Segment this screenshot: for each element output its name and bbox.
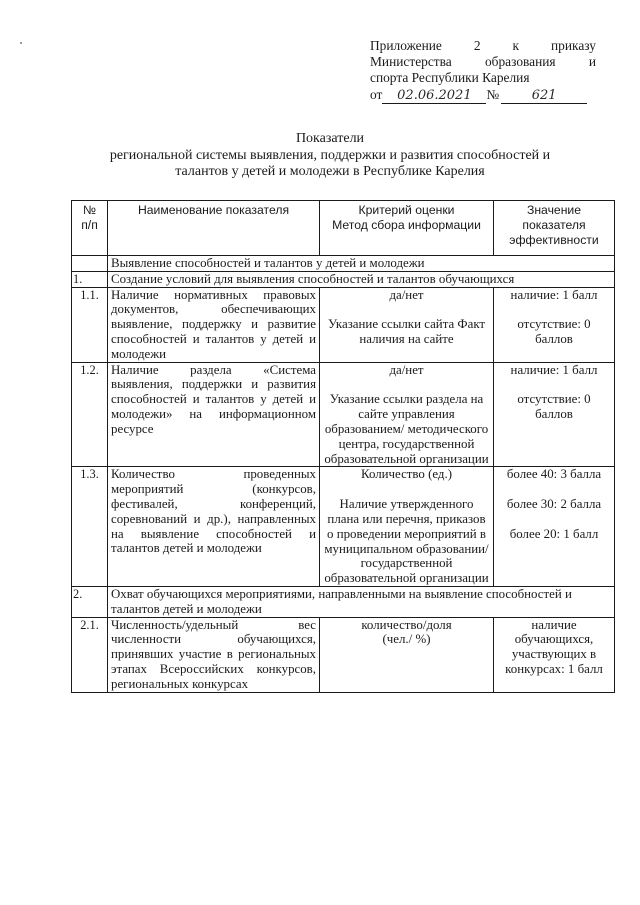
section-empty-cell [72,256,108,272]
group-1-title: Создание условий для выявления способностей и талантов обучающихся [108,271,615,287]
appendix-header [370,38,596,104]
header-indicator-name: Наименование показателя [108,201,320,256]
row-criterion: да/нет Указание ссылки раздела на сайте управления образованием/ методического центра, государственной образовательной организации [320,362,494,467]
row-number: 1.3. [72,467,108,587]
row-criterion: Количество (ед.) Наличие утвержденного плана или перечня, приказов о проведении мероприятий в муниципальном образовании/ государственной образовательной организации [320,467,494,587]
header-value: Значение показателя эффективности [494,201,615,256]
section-title: Выявление способностей и талантов у детей и молодежи [108,256,615,272]
row-criterion: да/нет Указание ссылки сайта Факт наличия на сайте [320,287,494,362]
order-date-number-line [370,87,596,104]
appendix-line-3: спорта Республики Карелия [370,70,530,86]
handwritten-date: 02.06.2021 [382,89,486,104]
row-value: наличие обучающихся, участвующих в конкурсах: 1 балл [494,617,615,692]
row-indicator-name: Наличие нормативных правовых документов, обеспечивающих выявление, поддержку и развитие способностей и талантов у детей и молодежи [108,287,320,362]
group-2-row [72,586,615,617]
table-row [72,362,615,467]
title-line-2: региональной системы выявления, поддержки и развития способностей и [109,147,551,163]
group-2-title: Охват обучающихся мероприятиями, направленными на выявление способностей и талантов детей и молодежи [108,586,615,617]
header-criterion: Критерий оценки Метод сбора информации [320,201,494,256]
row-number: 1.2. [72,362,108,467]
group-1-row [72,271,615,287]
group-2-number: 2. [72,586,108,617]
table-header-row [72,201,615,256]
handwritten-order-number: 621 [501,89,587,104]
row-value: наличие: 1 балл отсутствие: 0 баллов [494,287,615,362]
row-number: 2.1. [72,617,108,692]
row-criterion: количество/доля (чел./ %) [320,617,494,692]
title-line-1: Показатели [295,131,365,146]
section-title-row [72,256,615,272]
number-label: № [486,86,500,102]
indicators-table [71,200,615,693]
appendix-line-2: Министерства образования и [370,54,596,70]
row-value: наличие: 1 балл отсутствие: 0 баллов [494,362,615,467]
row-indicator-name: Численность/удельный вес численности обучающихся, принявших участие в региональных этапах Всероссийских конкурсов, региональных конкурсах [108,617,320,692]
header-number: № п/п [72,201,108,256]
from-label: от [370,86,383,102]
document-title [60,131,600,181]
row-indicator-name: Количество проведенных мероприятий (конкурсов, фестивалей, конференций, соревнований и др.), направленных на выявление способностей и талантов детей и молодежи [108,467,320,587]
row-value: более 40: 3 балла более 30: 2 балла более 20: 1 балл [494,467,615,587]
appendix-line-1: Приложение 2 к приказу [370,38,596,53]
row-number: 1.1. [72,287,108,362]
group-1-number: 1. [72,271,108,287]
table-row [72,287,615,362]
table-row [72,467,615,587]
scan-speck [20,42,22,44]
table-row [72,617,615,692]
title-line-3: талантов у детей и молодежи в Республике Карелия [175,164,485,179]
row-indicator-name: Наличие раздела «Система выявления, поддержки и развития способностей и талантов у детей и молодежи» на информационном ресурсе [108,362,320,467]
